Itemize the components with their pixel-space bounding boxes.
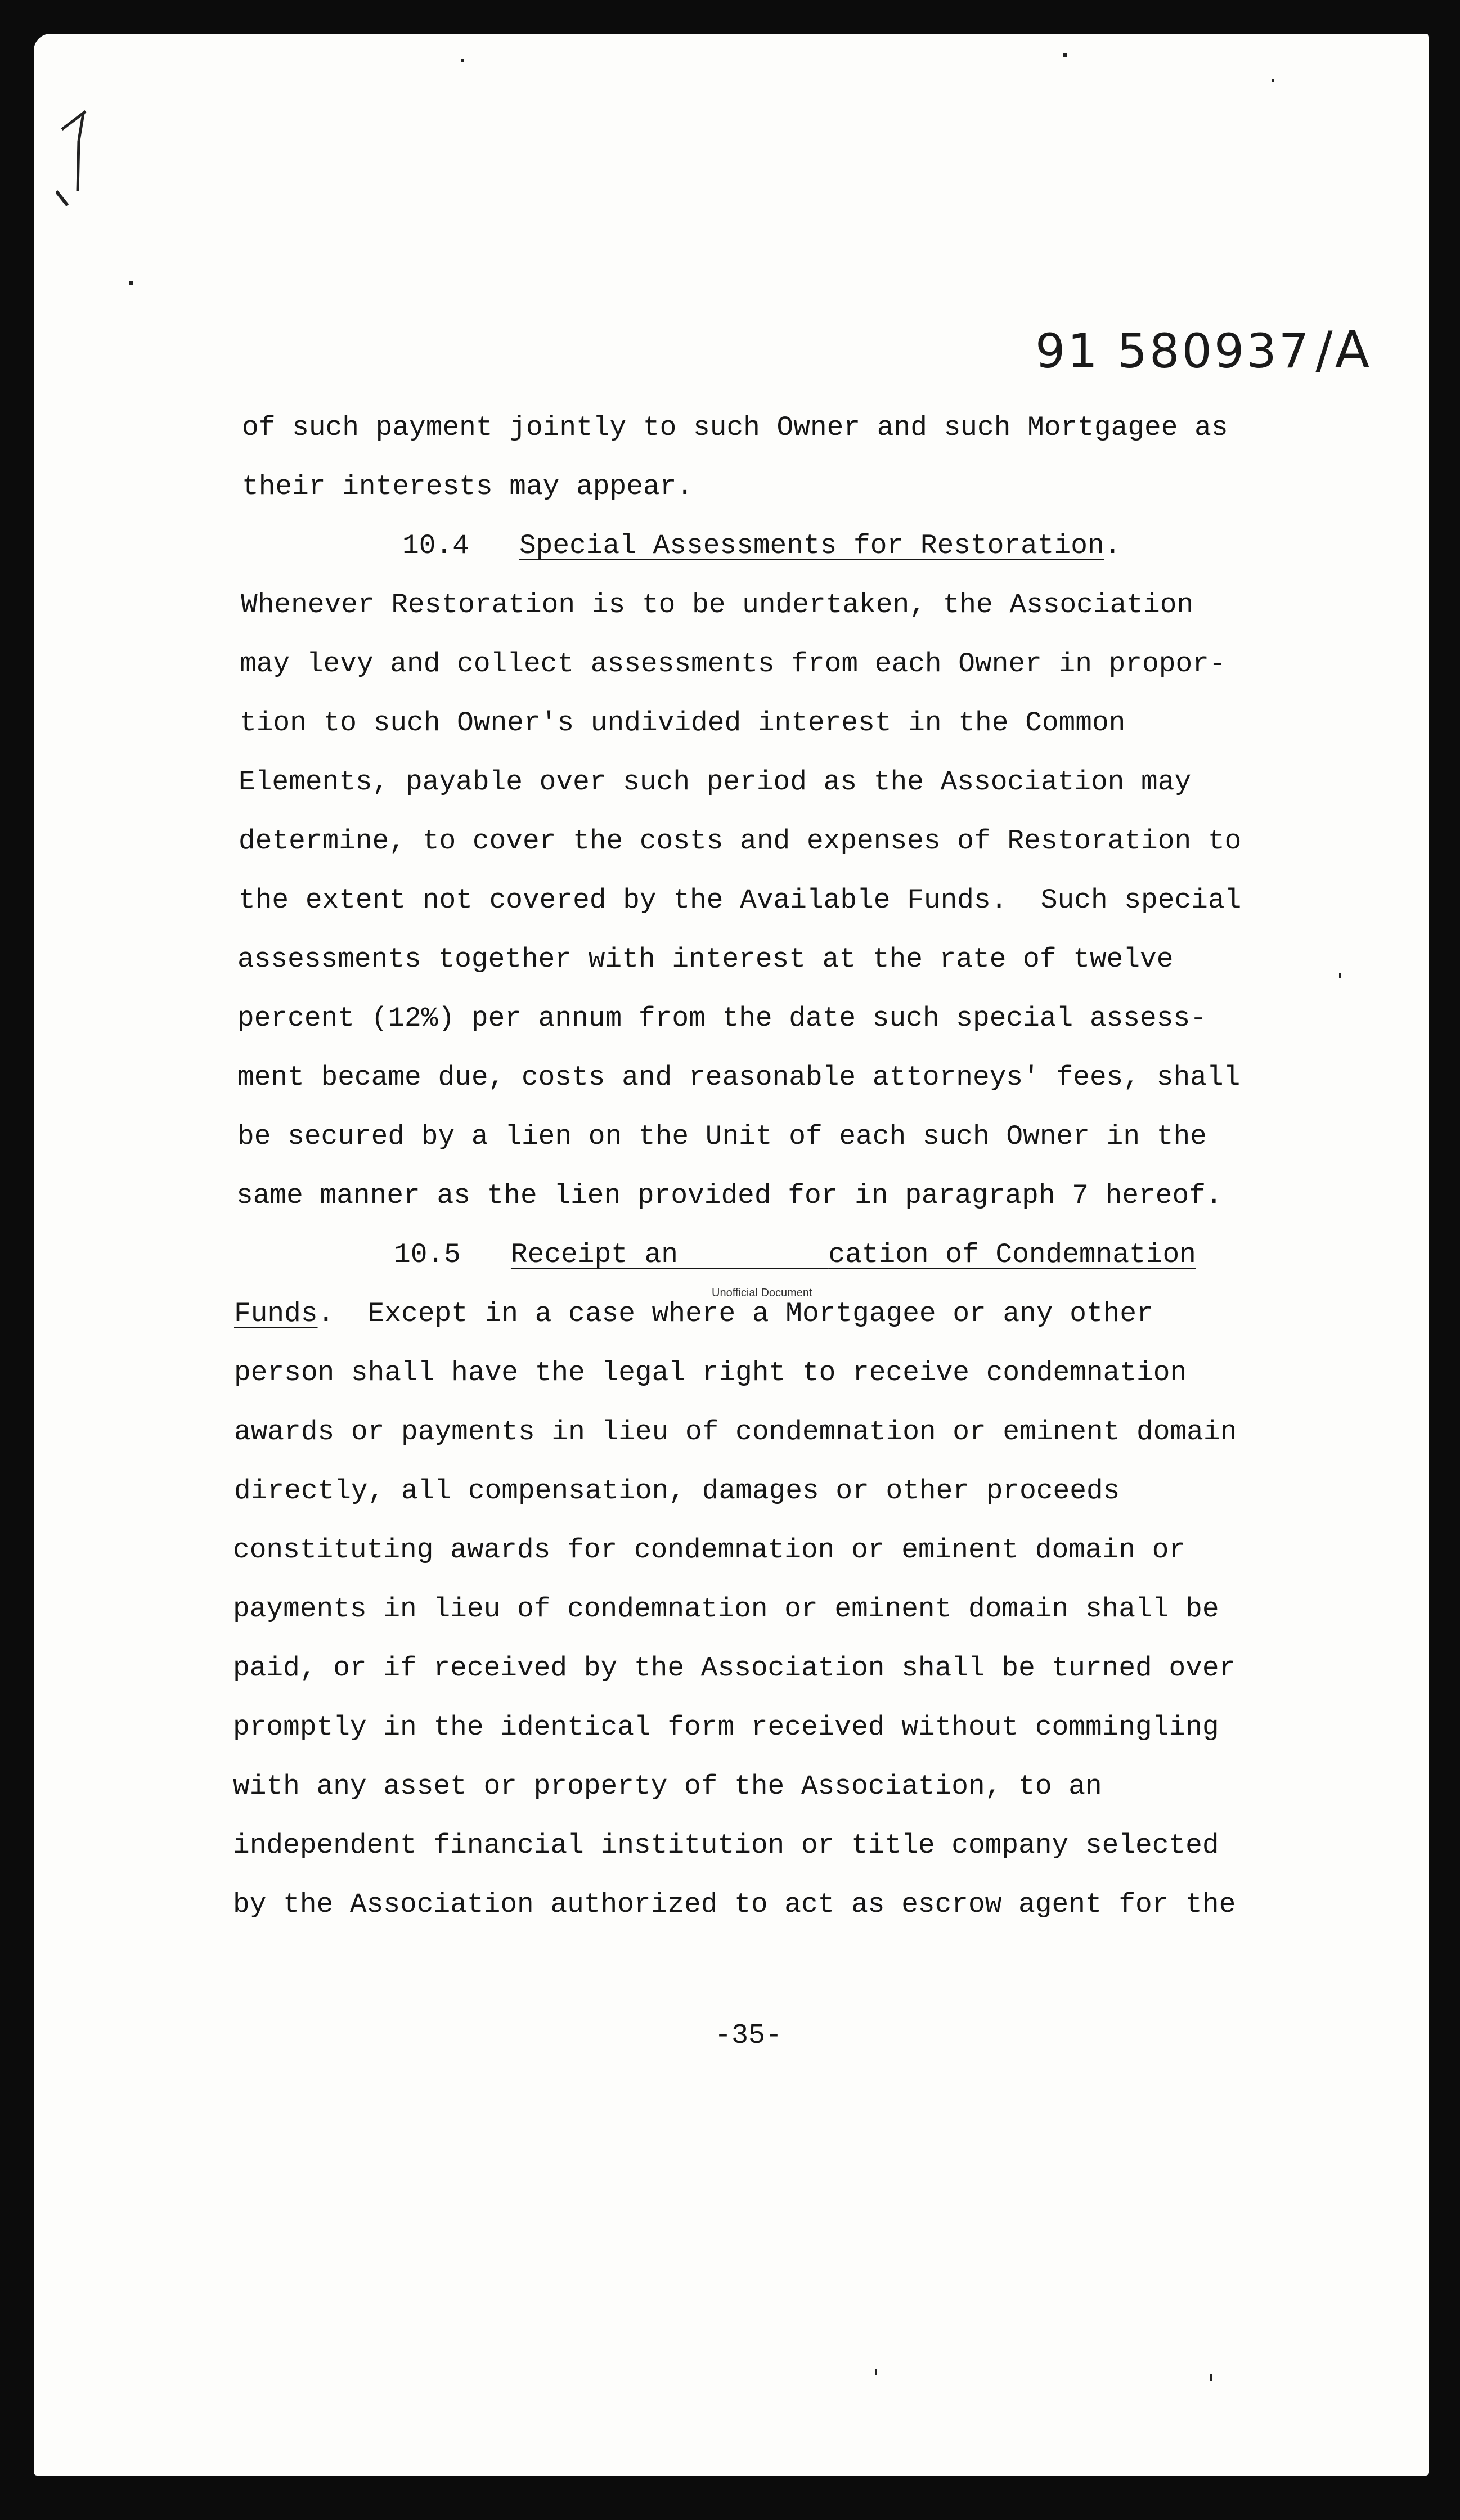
section-title-part: cation of Condemnation	[828, 1239, 1196, 1270]
text-line: Except in a case where a Mortgagee or any other	[367, 1298, 1153, 1329]
text-line: may levy and collect assessments from each Owner in propor-	[240, 648, 1226, 680]
section-heading-10-4	[402, 529, 1121, 563]
text-line: Whenever Restoration is to be undertaken, the Association	[241, 589, 1194, 621]
text-line: person shall have the legal right to receive condemnation	[234, 1357, 1187, 1389]
margin-mark-icon	[56, 107, 90, 208]
text-line: independent financial institution or title company selected	[233, 1830, 1219, 1861]
text-line: percent (12%) per annum from the date such special assess-	[237, 1003, 1207, 1034]
text-line: assessments together with interest at the rate of twelve	[237, 944, 1174, 975]
text-line: tion to such Owner's undivided interest in the Common	[240, 707, 1126, 739]
scan-speck	[875, 2369, 877, 2375]
scan-speck	[1272, 79, 1274, 82]
section-title	[511, 1239, 1196, 1270]
text-line: constituting awards for condemnation or eminent domain or	[233, 1534, 1186, 1566]
text-line: of such payment jointly to such Owner and such Mortgagee as	[242, 412, 1228, 443]
scan-speck	[1063, 53, 1067, 57]
watermark-stamp: Unofficial Document	[712, 1287, 812, 1299]
section-10-5-first-line	[234, 1297, 1153, 1331]
scan-speck	[129, 281, 133, 285]
page-number: -35-	[715, 2020, 783, 2052]
section-title-continued: Funds	[234, 1298, 318, 1329]
scan-speck	[461, 59, 464, 62]
section-title: Special Assessments for Restoration	[519, 530, 1104, 562]
scan-speck	[1339, 973, 1341, 978]
text-line: with any asset or property of the Association, to an	[233, 1771, 1102, 1802]
section-number: 10.5	[394, 1239, 461, 1270]
section-title-period: .	[317, 1298, 335, 1329]
text-line: be secured by a lien on the Unit of each such Owner in the	[237, 1121, 1207, 1152]
document-page	[34, 34, 1429, 2476]
section-number: 10.4	[402, 530, 469, 562]
text-line: paid, or if received by the Association shall be turned over	[233, 1652, 1236, 1684]
text-line: ment became due, costs and reasonable attorneys' fees, shall	[237, 1062, 1241, 1093]
section-heading-10-5	[394, 1238, 1196, 1272]
text-line: awards or payments in lieu of condemnation or eminent domain	[234, 1416, 1237, 1448]
document-number-suffix: /A	[1315, 321, 1372, 380]
text-line: directly, all compensation, damages or other proceeds	[234, 1475, 1120, 1507]
document-number-text: 91 580937	[1035, 324, 1311, 379]
document-number	[1035, 321, 1372, 380]
text-line: by the Association authorized to act as escrow agent for the	[233, 1889, 1236, 1920]
text-line: promptly in the identical form received without commingling	[233, 1712, 1219, 1743]
text-line: the extent not covered by the Available Funds. Such special	[239, 884, 1242, 916]
section-title-part: Receipt an	[510, 1239, 679, 1270]
text-line: determine, to cover the costs and expenses of Restoration to	[239, 825, 1242, 857]
text-line: same manner as the lien provided for in paragraph 7 hereof.	[236, 1180, 1223, 1211]
section-title-period: .	[1104, 530, 1121, 562]
scan-speck	[1210, 2374, 1212, 2381]
text-line: Elements, payable over such period as the Association may	[239, 766, 1192, 798]
text-line: their interests may appear.	[242, 471, 694, 502]
text-line: payments in lieu of condemnation or eminent domain shall be	[233, 1593, 1219, 1625]
